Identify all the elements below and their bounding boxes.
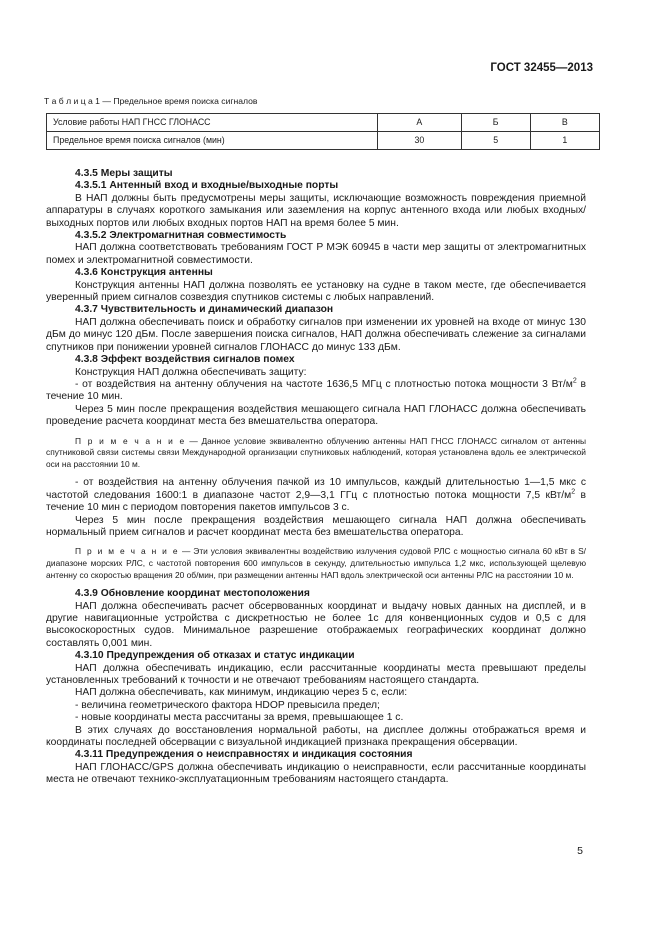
note bbox=[46, 436, 586, 471]
paragraph: НАП должна обеспечивать индикацию, если рассчитанные координаты места превышают пределы установленных требований к точности и не отвечают требованиям настоящего стандарта. bbox=[46, 662, 586, 686]
section-heading: 4.3.10 Предупреждения об отказах и статус индикации bbox=[75, 650, 355, 662]
table-cell: В bbox=[530, 114, 599, 132]
paragraph: НАП должна обеспечивать поиск и обработку сигналов при изменении их уровней на входе от минус 130 дБм до минус 120 дБм. После завершения поиска сигналов, НАП должна обеспечивать слежение за сигналами спутников при понижении уровней сигналов ГЛОНАСС до минус 133 дБм. bbox=[46, 316, 586, 353]
section-heading: 4.3.6 Конструкция антенны bbox=[75, 267, 213, 279]
paragraph: В этих случаях до восстановления нормальной работы, на дисплее должны отображаться время и координаты последней обсервации с визуальной индикацией признака прекращения обсервации. bbox=[46, 724, 586, 748]
standard-code: ГОСТ 32455—2013 bbox=[490, 62, 593, 74]
table-cell: 30 bbox=[378, 132, 462, 150]
table-cell: Условие работы НАП ГНСС ГЛОНАСС bbox=[47, 114, 378, 132]
note bbox=[46, 546, 586, 581]
paragraph bbox=[46, 477, 586, 514]
note-label: П р и м е ч а н и е bbox=[75, 435, 186, 446]
paragraph: НАП должна обеспечивать, как минимум, индикацию через 5 с, если: bbox=[75, 687, 408, 699]
paragraph-text: - от воздействия на антенну облучения на частоте 1636,5 МГц с плотностью потока мощности 3 Вт/м bbox=[75, 378, 573, 390]
paragraph-text: - от воздействия на антенну облучения пачкой из 10 импульсов, каждый длительностью 1—1,5 мкс с частотой следования 1600:1 в диапазоне частот 2,9—3,1 ГГц с плотностью потока мощности 7,5 кВт/м bbox=[46, 477, 586, 501]
section-heading: 4.3.5 Меры защиты bbox=[75, 168, 173, 179]
table-cell: Б bbox=[461, 114, 530, 132]
paragraph-text: в течение 10 мин. bbox=[46, 378, 586, 403]
paragraph: Конструкция НАП должна обеспечивать защиту: bbox=[75, 366, 307, 378]
paragraph: Через 5 мин после прекращения воздействия мешающего сигнала НАП должна обеспечивать нормальный прием сигналов и расчет координат места без вмешательства оператора. bbox=[46, 514, 586, 538]
document-body bbox=[46, 168, 586, 787]
paragraph: НАП должна обеспечивать расчет обсервованных координат и выдачу новых данных на дисплей, и в другие навигационные устройства с дискретностью не более 1с для конвенционных судов и 0,5 с для высокоскоростных судов. Минимальное разрешение отображаемых географических координат должно составлять 0,001 мин. bbox=[46, 600, 586, 649]
table-cell: Предельное время поиска сигналов (мин) bbox=[47, 132, 378, 150]
section-heading: 4.3.9 Обновление координат местоположения bbox=[75, 588, 310, 600]
table-cell: 1 bbox=[530, 132, 599, 150]
paragraph: В НАП должны быть предусмотрены меры защиты, исключающие возможность повреждения приемной аппаратуры в случаях короткого замыкания или заземления на корпус антенного входа или любых входных/выходных портов или любых входных портов НАП на время более 5 мин. bbox=[46, 192, 586, 229]
section-heading: 4.3.8 Эффект воздействия сигналов помех bbox=[75, 354, 295, 366]
table-row bbox=[47, 132, 600, 150]
note-label: П р и м е ч а н и е bbox=[75, 546, 179, 557]
paragraph-text: в течение 10 мин с периодом повторения пакетов импульсов 3 с. bbox=[46, 489, 586, 514]
section-heading: 4.3.11 Предупреждения о неисправностях и индикация состояния bbox=[75, 749, 413, 761]
note-text: — Эти условия эквивалентны воздействию излучения судовой РЛС с мощностью сигнала 60 кВт в S/диапазоне морских РЛС, с частотой повторения 600 импульсов в секунду, длительностью импульса 1,2 мкс, использующей щелевую антенну со скоростью вращения 20 об/мин, при размещении антенны НАП вдоль электрической оси антенны РЛС на расстоянии 10 м. bbox=[46, 546, 586, 580]
superscript: 2 bbox=[571, 488, 576, 496]
paragraph: Конструкция антенны НАП должна позволять ее установку на судне в таком месте, где обеспечивается уверенный прием сигналов созвездия спутников системы с любых направлений. bbox=[46, 279, 586, 304]
list-item: - новые координаты места рассчитаны за время, превышающее 1 с. bbox=[75, 712, 404, 724]
paragraph bbox=[46, 379, 586, 404]
section-heading: 4.3.7 Чувствительность и динамический диапазон bbox=[75, 304, 334, 316]
table-header-row bbox=[47, 114, 600, 132]
note-text: — Данное условие эквивалентно облучению антенны НАП ГНСС ГЛОНАСС сигналом от антенны спутниковой связи системы связи Международной организации спутниковых наблюдений, которая установлена вдоль ее электрической оси на расстоянии 10 м. bbox=[46, 435, 586, 469]
table-cell: А bbox=[378, 114, 462, 132]
paragraph: НАП должна соответствовать требованиям ГОСТ Р МЭК 60945 в части мер защиты от электромагнитных помех и электромагнитной совместимости. bbox=[46, 242, 586, 266]
section-heading: 4.3.5.2 Электромагнитная совместимость bbox=[75, 230, 287, 242]
page-number: 5 bbox=[577, 845, 583, 857]
list-item: - величина геометрического фактора HDOP превысила предел; bbox=[75, 699, 380, 711]
table-cell: 5 bbox=[461, 132, 530, 150]
paragraph: Через 5 мин после прекращения воздействия мешающего сигнала НАП ГЛОНАСС должна обеспечивать проведение расчета координат места без вмешательства оператора. bbox=[46, 403, 586, 428]
section-heading: 4.3.5.1 Антенный вход и входные/выходные порты bbox=[75, 180, 339, 192]
paragraph: НАП ГЛОНАСС/GPS должна обеспечивать индикацию о неисправности, если рассчитанные координаты места не отвечают технико-эксплуатационным требованиям настоящего стандарта. bbox=[46, 761, 586, 786]
table-caption: Т а б л и ц а 1 — Предельное время поиска сигналов bbox=[44, 96, 258, 106]
superscript: 2 bbox=[572, 377, 577, 385]
search-time-table bbox=[46, 113, 600, 150]
